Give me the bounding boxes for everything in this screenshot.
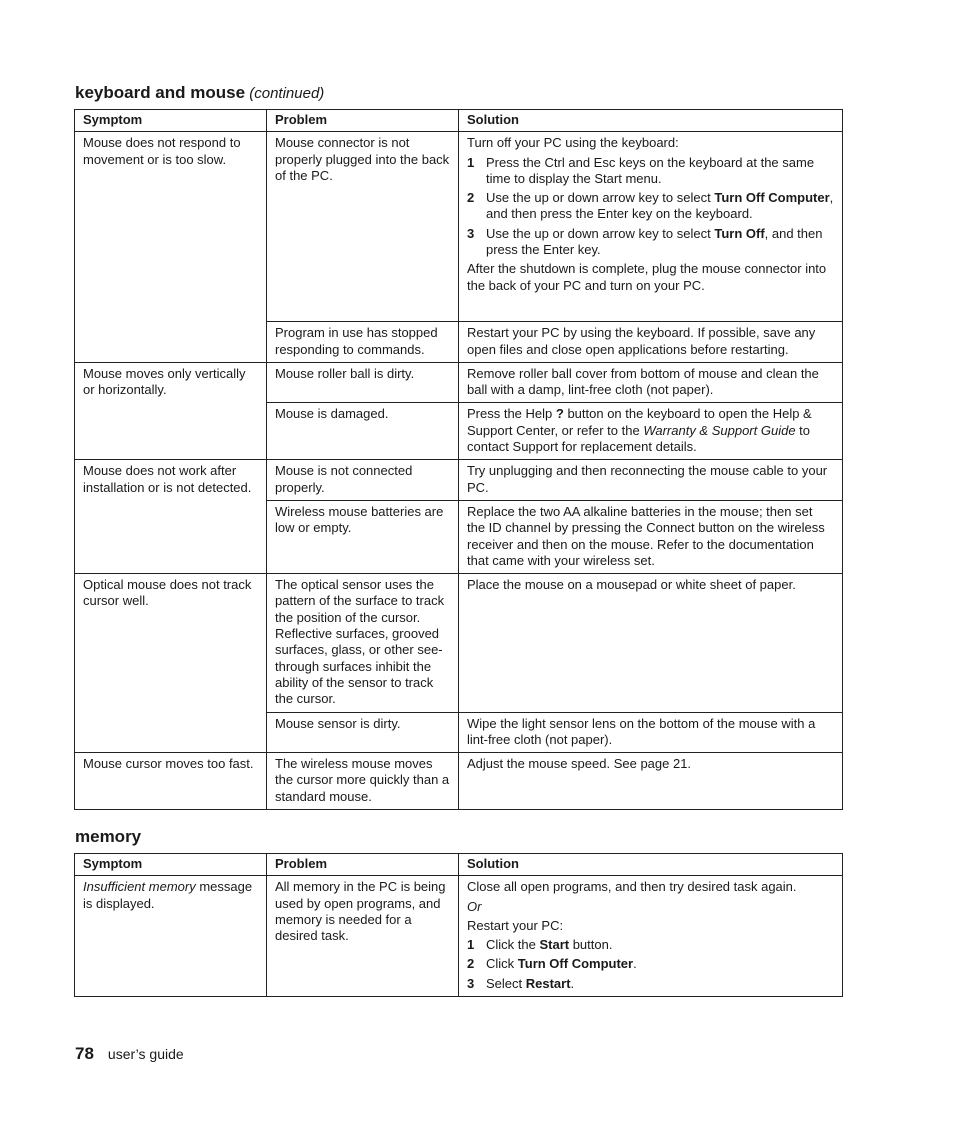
header-symptom: Symptom — [75, 854, 267, 876]
table-row — [75, 574, 843, 712]
step-item: 3 Select Restart. — [467, 975, 575, 991]
problem-cell: Mouse roller ball is dirty. — [267, 362, 459, 403]
header-solution: Solution — [459, 854, 843, 876]
section-title-keyboard-mouse: keyboard and mouse (continued) — [75, 83, 325, 102]
problem-cell: Mouse is not connected properly. — [267, 460, 459, 501]
symptom-cell: Mouse cursor moves too fast. — [75, 753, 267, 810]
problem-cell: The wireless mouse moves the cursor more quickly than a standard mouse. — [267, 753, 459, 810]
table-header-row — [75, 854, 843, 876]
problem-cell: The optical sensor uses the pattern of the surface to track the position of the cursor. Reflective surfaces, grooved surfaces, glass, or other see-through surfaces inhibit the ability of the sensor to track the cursor. — [267, 574, 459, 712]
problem-cell: Program in use has stopped responding to commands. — [267, 322, 459, 363]
header-solution: Solution — [459, 110, 843, 132]
table-row — [75, 460, 843, 501]
solution-cell: Close all open programs, and then try desired task again. Or Restart your PC: 1 Click the Start button. 2 Click Turn Off Computer. 3 Select Restart. — [459, 876, 843, 997]
table-row — [75, 876, 843, 997]
header-problem: Problem — [267, 854, 459, 876]
step-item: 2 Use the up or down arrow key to select Turn Off Computer, and then press the Enter key on the keyboard. — [467, 190, 834, 222]
symptom-cell: Mouse does not respond to movement or is too slow. — [75, 132, 267, 363]
step-item: 1 Click the Start button. — [467, 937, 613, 953]
problem-cell: Wireless mouse batteries are low or empty. — [267, 500, 459, 573]
solution-cell: Place the mouse on a mousepad or white sheet of paper. — [459, 574, 843, 712]
footer-guide-label: user’s guide — [107, 1046, 184, 1062]
table-header-row — [75, 110, 843, 132]
solution-cell: Restart your PC by using the keyboard. If possible, save any open files and close open applications before restarting. — [459, 322, 843, 363]
solution-cell: Press the Help ? button on the keyboard to open the Help & Support Center, or refer to the Warranty & Support Guide to contact Support for replacement details. — [459, 403, 843, 460]
symptom-cell: Optical mouse does not track cursor well. — [75, 574, 267, 753]
step-item: 3 Use the up or down arrow key to select Turn Off, and then press the Enter key. — [467, 225, 823, 258]
solution-cell: Replace the two AA alkaline batteries in the mouse; then set the ID channel by pressing the Connect button on the wireless receiver and then on the mouse. Refer to the documentation that came with your wireless set. — [459, 500, 843, 573]
problem-cell: Mouse connector is not properly plugged into the back of the PC. — [267, 132, 459, 322]
solution-cell: Wipe the light sensor lens on the bottom of the mouse with a lint-free cloth (not paper). — [459, 712, 843, 753]
step-item: 2 Click Turn Off Computer. — [467, 956, 637, 972]
keyboard-mouse-table — [74, 109, 843, 810]
table-row — [75, 362, 843, 403]
solution-cell: Turn off your PC using the keyboard: 1 Press the Ctrl and Esc keys on the keyboard at the same time to display the Start menu. 2 Use the up or down arrow key to select Turn Off Computer, and then press the Enter key on the keyboard. 3 Use the up or down arrow key to select Turn Off, and then press the Enter key. After the shutdown is complete, plug the mouse connector into the back of your PC and turn on your PC. — [459, 132, 843, 322]
page-number: 78 — [75, 1044, 94, 1063]
problem-cell: Mouse sensor is dirty. — [267, 712, 459, 753]
symptom-cell: Insufficient memory message is displayed. — [75, 876, 267, 997]
table-row — [75, 132, 843, 322]
step-item: 1 Press the Ctrl and Esc keys on the keyboard at the same time to display the Start menu. — [467, 154, 815, 186]
header-problem: Problem — [267, 110, 459, 132]
problem-cell: Mouse is damaged. — [267, 403, 459, 460]
symptom-cell: Mouse moves only vertically or horizontally. — [75, 362, 267, 459]
solution-cell: Try unplugging and then reconnecting the mouse cable to your PC. — [459, 460, 843, 501]
header-symptom: Symptom — [75, 110, 267, 132]
memory-table — [74, 853, 843, 997]
help-key-glyph: ? — [555, 406, 564, 422]
table-row — [75, 753, 843, 810]
solution-cell: Remove roller ball cover from bottom of mouse and clean the ball with a damp, lint-free cloth (not paper). — [459, 362, 843, 403]
problem-cell: All memory in the PC is being used by open programs, and memory is needed for a desired task. — [267, 876, 459, 997]
symptom-cell: Mouse does not work after installation or is not detected. — [75, 460, 267, 574]
section-title-memory: memory — [75, 827, 142, 846]
solution-cell: Adjust the mouse speed. See page 21. — [459, 753, 843, 810]
page-footer — [75, 1044, 184, 1064]
